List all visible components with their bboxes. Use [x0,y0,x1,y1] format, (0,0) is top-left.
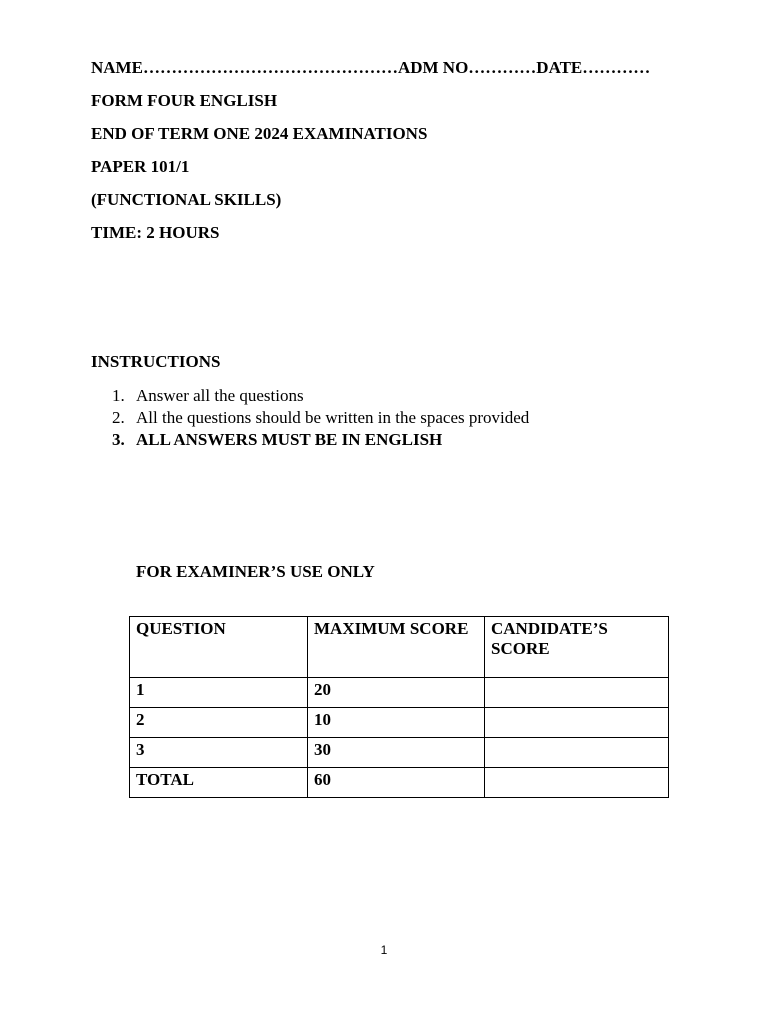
instruction-text: ALL ANSWERS MUST BE IN ENGLISH [136,430,443,449]
instructions-heading: INSTRUCTIONS [91,352,221,371]
candidate-score-cell [485,678,669,708]
table-row [130,738,669,768]
instruction-number: 1. [112,386,125,405]
instruction-text: All the questions should be written in the spaces provided [136,408,530,427]
subject-title: FORM FOUR ENGLISH [91,91,278,110]
exam-title: END OF TERM ONE 2024 EXAMINATIONS [91,124,428,143]
page-number: 1 [380,943,388,957]
table-row [130,708,669,738]
question-cell: 2 [130,708,308,738]
maximum-score-cell: 30 [308,738,485,768]
table-row [130,678,669,708]
question-cell: 3 [130,738,308,768]
instruction-number: 3. [112,430,125,449]
question-cell: TOTAL [130,768,308,798]
column-header-question: QUESTION [130,617,308,678]
maximum-score-cell: 20 [308,678,485,708]
candidate-score-cell [485,768,669,798]
table-row-total [130,768,669,798]
time-allowed: TIME: 2 HOURS [91,223,220,242]
maximum-score-cell: 10 [308,708,485,738]
instruction-text: Answer all the questions [136,386,304,405]
column-header-maximum-score: MAXIMUM SCORE [308,617,485,678]
examiner-use-heading: FOR EXAMINER’S USE ONLY [136,562,375,581]
score-table [129,616,669,798]
table-header-row [130,617,669,678]
paper-number: PAPER 101/1 [91,157,190,176]
candidate-score-cell [485,708,669,738]
maximum-score-cell: 60 [308,768,485,798]
column-header-candidate-score: CANDIDATE’S SCORE [485,617,669,678]
paper-title: (FUNCTIONAL SKILLS) [91,190,282,209]
instruction-number: 2. [112,408,125,427]
question-cell: 1 [130,678,308,708]
candidate-score-cell [485,738,669,768]
name-adm-date-line: NAME………………………………………ADM NO…………DATE………… [91,58,651,77]
